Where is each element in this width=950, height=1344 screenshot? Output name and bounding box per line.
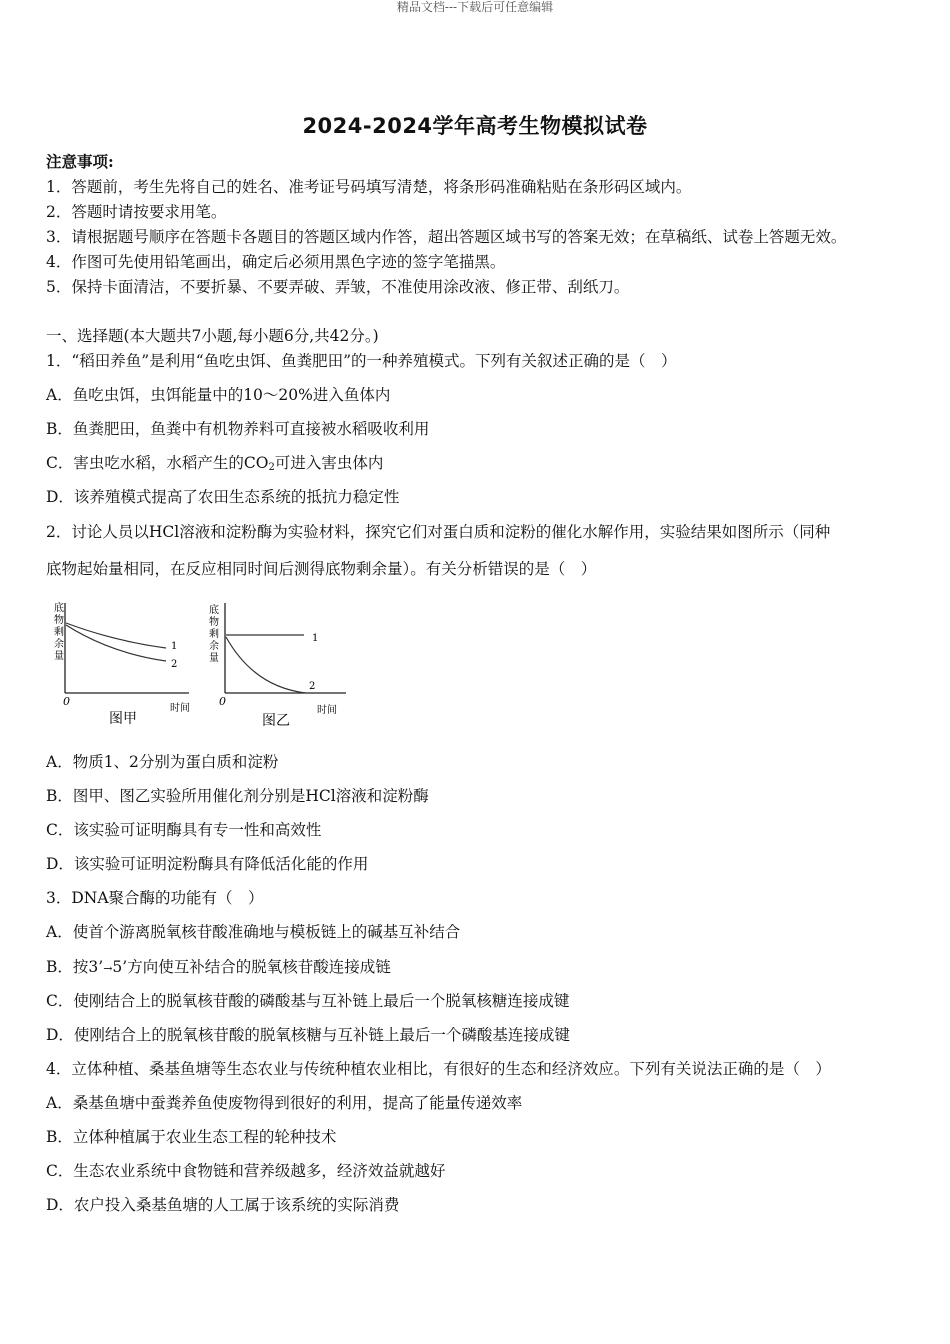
question-4-option-a: A．桑基鱼塘中蚕粪养鱼使废物得到很好的利用，提高了能量传递效率 [46,1094,523,1112]
question-2-stem-line2: 底物起始量相同，在反应相同时间后测得底物剩余量）。有关分析错误的是（ ） [46,560,597,578]
curve-1 [66,623,166,648]
question-4-option-d: D．农户投入桑基鱼塘的人工属于该系统的实际消费 [46,1196,400,1214]
experiment-figure [44,597,354,735]
question-4-option-b: B．立体种植属于农业生态工程的轮种技术 [46,1128,337,1146]
x-axis-label: 时间 [317,705,337,716]
origin-label: 0 [219,695,226,708]
question-4-option-c: C．生态农业系统中食物链和营养级越多，经济效益就越好 [46,1162,446,1180]
panel-caption: 图乙 [262,713,290,729]
option-b-text-end: 5’方向使互补结合的脱氧核苷酸连接成链 [112,958,391,976]
arrow-icon: → [103,962,113,975]
notice-item: 3．请根据题号顺序在答题卡各题目的答题区域内作答，超出答题区域书写的答案无效；在草稿纸、试卷上答题无效。 [46,228,847,246]
y-label-char: 量 [54,651,64,662]
question-3-option-c: C．使刚结合上的脱氧核苷酸的磷酸基与互补链上最后一个脱氧核糖连接成键 [46,992,570,1010]
question-1-option-b: B．鱼粪肥田，鱼粪中有机物养料可直接被水稻吸收利用 [46,420,430,438]
page-title: 2024-2024学年高考生物模拟试卷 [302,114,648,138]
graph-panel-jia [54,601,190,727]
question-1-option-d: D．该养殖模式提高了农田生态系统的抵抗力稳定性 [46,488,400,506]
y-label-char: 底 [209,605,219,616]
panel-caption: 图甲 [109,711,137,727]
question-1-stem: 1．“稻田养鱼”是利用“鱼吃虫饵、鱼粪肥田”的一种养殖模式。下列有关叙述正确的是（ ） [46,352,677,370]
curve-label: 2 [171,659,178,670]
question-1-option-a: A．鱼吃虫饵，虫饵能量中的10～20%进入鱼体内 [46,386,391,404]
subscript-2: 2 [268,462,275,473]
section-heading: 一、选择题(本大题共7小题,每小题6分,共42分。) [46,327,379,345]
question-2-option-b: B．图甲、图乙实验所用催化剂分别是HCl溶液和淀粉酶 [46,787,429,805]
notice-item: 2．答题时请按要求用笔。 [46,203,227,221]
header-note: 精品文档---下载后可任意编辑 [396,0,554,14]
curve-label: 1 [171,641,178,652]
y-label-char: 余 [209,641,219,652]
graph-panel-yi [209,603,346,729]
y-label-char: 余 [54,639,64,650]
y-label-char: 物 [209,617,219,628]
y-label-char: 剩 [209,629,219,640]
option-c-text: C．害虫吃水稻，水稻产生的CO [46,454,269,472]
question-2-option-a: A．物质1、2分别为蛋白质和淀粉 [46,753,279,771]
origin-label: 0 [63,695,70,708]
curve-label: 1 [312,633,319,644]
notice-item: 4．作图可先使用铅笔画出，确定后必须用黑色字迹的签字笔描黑。 [46,253,506,271]
y-label-char: 底 [54,603,64,614]
experiment-graphs [44,597,354,735]
question-3-stem: 3．DNA聚合酶的功能有（ ） [46,889,264,907]
question-3-option-b [46,957,391,979]
option-b-text: B．按3’ [46,958,104,976]
y-label-char: 物 [54,615,64,626]
question-3-option-d: D．使刚结合上的脱氧核苷酸的脱氧核糖与互补链上最后一个磷酸基连接成键 [46,1026,570,1044]
curve-2 [226,637,306,693]
x-axis-label: 时间 [170,703,190,714]
question-2-option-c: C．该实验可证明酶具有专一性和高效性 [46,821,322,839]
question-1-option-c [46,453,383,478]
question-2-stem-line1: 2．讨论人员以HCl溶液和淀粉酶为实验材料，探究它们对蛋白质和淀粉的催化水解作用，实验结果如图所示（同种 [46,523,831,541]
notice-item: 1．答题前，考生先将自己的姓名、准考证号码填写清楚，将条形码准确粘贴在条形码区域内。 [46,178,692,196]
notice-item: 5．保持卡面清洁，不要折暴、不要弄破、弄皱，不准使用涂改液、修正带、刮纸刀。 [46,278,630,296]
curve-2 [66,625,166,661]
curve-label: 2 [309,681,316,692]
question-2-option-d: D．该实验可证明淀粉酶具有降低活化能的作用 [46,855,369,873]
y-label-char: 剩 [54,627,64,638]
question-3-option-a: A．使首个游离脱氧核苷酸准确地与模板链上的碱基互补结合 [46,923,461,941]
question-4-stem: 4．立体种植、桑基鱼塘等生态农业与传统种植农业相比，有很好的生态和经济效应。下列有关说法正确的是（ ） [46,1060,831,1078]
y-label-char: 量 [209,653,219,664]
option-c-text-end: 可进入害虫体内 [274,454,384,472]
notice-heading: 注意事项: [46,152,114,171]
